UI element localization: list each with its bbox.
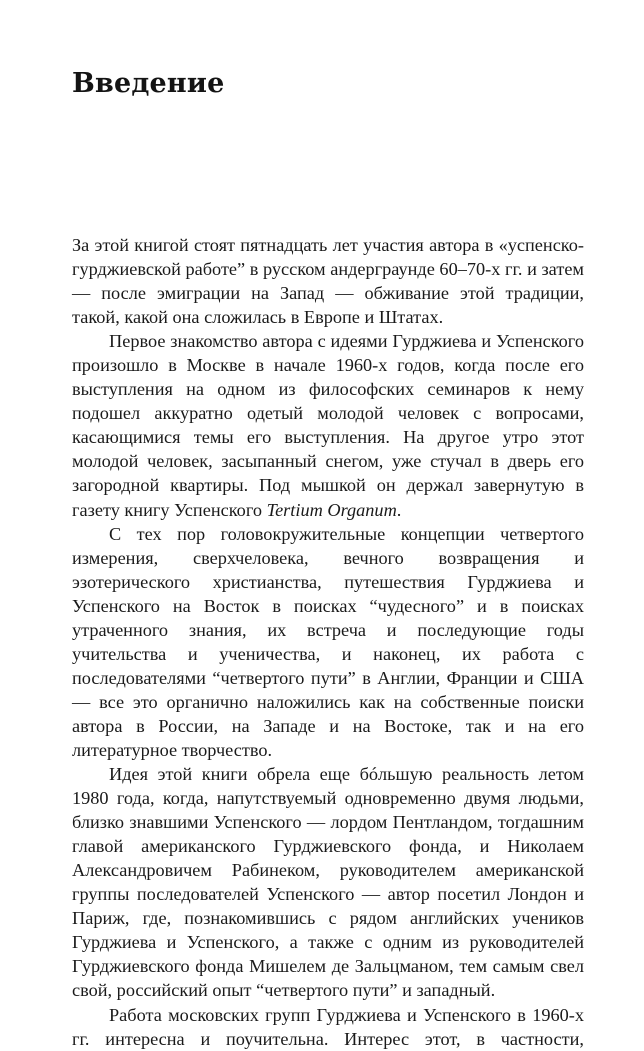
paragraph-5: Работа московских групп Гурджиева и Успенского в 1960-х гг. интересна и поучительна. Интерес этот, в частности, bbox=[72, 1004, 584, 1049]
paragraph-4: Идея этой книги обрела еще бóльшую реальность летом 1980 года, когда, напутствуемый одновременно двумя людьми, близко знавшими Успенского — лордом Пентландом, тогдашним главой американского Гурджиевского фонда, и Николаем Александровичем Рабинеком, руководителем американской группы последователей Успенского — автор посетил Лондон и Париж, где, познакомившись с рядом английских учеников Гурджиева и Успенского, а также с одним из руководителей Гурджиевского фонда Мишелем де Зальцманом, тем самым свел свой, российский опыт “четвертого пути” и западный. bbox=[72, 764, 584, 1001]
paragraph-1: За этой книгой стоят пятнадцать лет участия автора в «успенско-гурджиевской работе” в русском андерграунде 60–70-х гг. и затем — после эмиграции на Запад — обживание этой традиции, такой, какой она сложилась в Европе и Штатах. bbox=[72, 235, 584, 328]
paragraph-2 bbox=[72, 329, 584, 521]
paragraph-2-text: Первое знакомство автора с идеями Гурджиева и Успенского произошло в Москве в начале 1960-х годов, когда после его выступления на одном из философских семинаров к нему подошел аккуратно одетый молодой человек с вопросами, касающимися темы его выступления. На другое утро этот молодой человек, засыпанный снегом, уже стучал в дверь его загородной квартиры. Под мышкой он держал завернутую в газету книгу Успенского bbox=[72, 331, 584, 520]
paragraph-3: С тех пор головокружительные концепции четвертого измерения, сверхчеловека, вечного возвращения и эзотерического христианства, путешествия Гурджиева и Успенского на Восток в поисках “чудесного” и в поисках утраченного знания, их встреча и последующие годы учительства и ученичества, и наконец, их работа с последователями “четвертого пути” в Англии, Франции и США — все это органично наложились как на собственные поиски автора в России, на Западе и на Востоке, так и на его литературное творчество. bbox=[72, 523, 584, 760]
chapter-heading: Введение bbox=[72, 68, 225, 99]
paragraph-2-end: . bbox=[396, 499, 402, 520]
book-title-italic: Tertium Organum bbox=[266, 499, 397, 520]
body-text bbox=[72, 233, 584, 1051]
